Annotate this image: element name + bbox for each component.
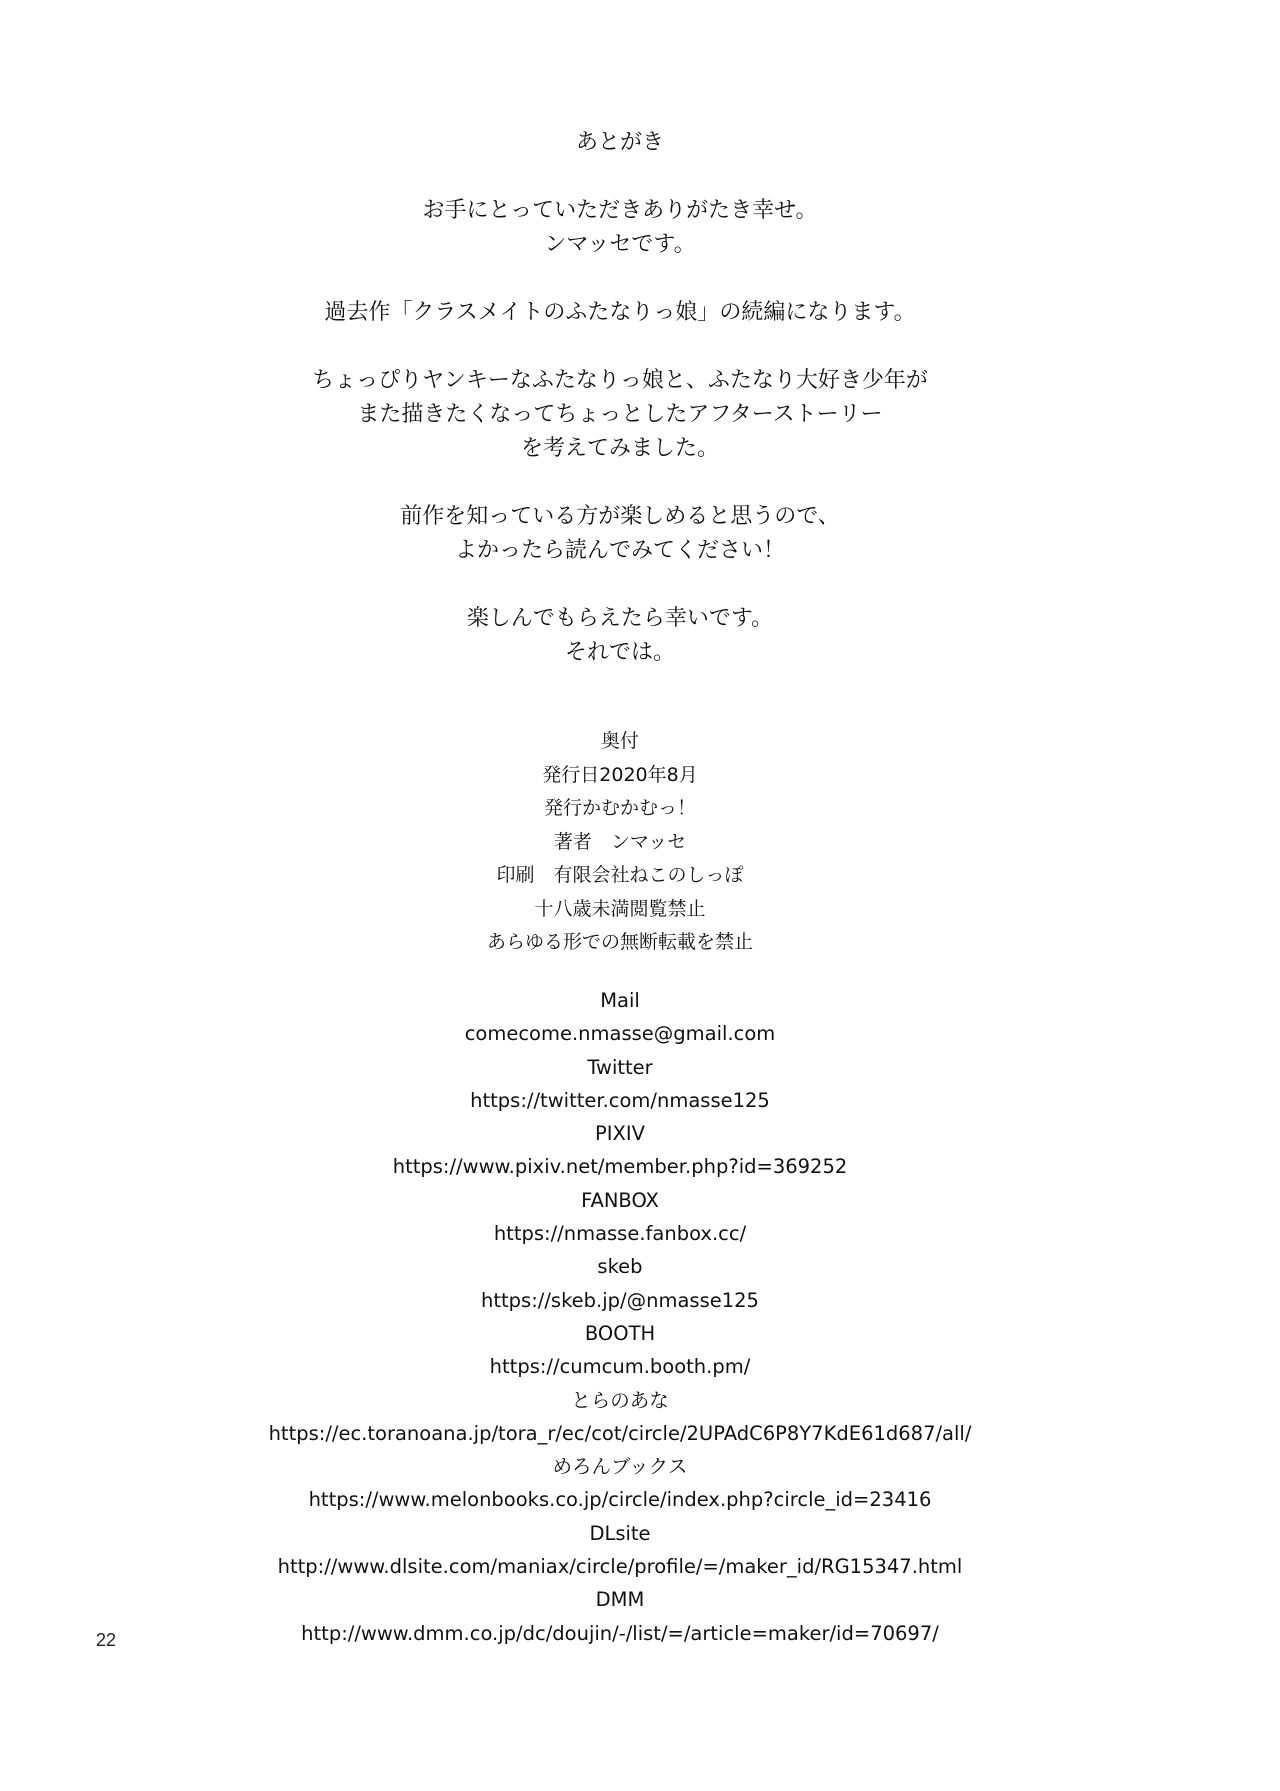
colophon-line: 印刷 有限会社ねこのしっぽ (496, 864, 744, 886)
afterword-title: あとがき (575, 130, 664, 155)
afterword-paragraph (0, 602, 1240, 670)
contacts-section (0, 984, 1240, 1650)
afterword-paragraph (0, 500, 1240, 568)
contact-item-toranoana (0, 1384, 1240, 1451)
contact-item-dmm (0, 1583, 1240, 1650)
colophon-section (0, 725, 1240, 960)
afterword-paragraph (0, 194, 1240, 262)
afterword-line: を考えてみました。 (520, 436, 719, 461)
colophon-line: 著者 ンマッセ (553, 830, 687, 853)
afterword-line: ンマッセです。 (544, 232, 696, 257)
afterword-line: 楽しんでもらえたら幸いです。 (466, 606, 774, 631)
contact-label: PIXIV (595, 1122, 645, 1146)
contact-item-dlsite (0, 1517, 1240, 1584)
afterword-line: それでは。 (564, 640, 675, 665)
afterword-section (0, 126, 1240, 670)
colophon-line: 十八歳未満閲覧禁止 (534, 897, 706, 920)
contact-label: FANBOX (581, 1188, 659, 1212)
afterword-paragraph (0, 296, 1240, 330)
colophon-line: あらゆる形での無断転載を禁止 (486, 931, 753, 953)
contact-link: https://www.pixiv.net/member.php?id=369252 (392, 1155, 848, 1179)
contact-item-skeb (0, 1250, 1240, 1317)
afterword-line: お手にとっていただきありがたき幸せ。 (422, 198, 818, 223)
afterword-line: ちょっぴりヤンキーなふたなりっ娘と、ふたなり大好き少年が (312, 368, 928, 393)
afterword-paragraph (0, 364, 1240, 466)
afterword-line: よかったら読んでみてください！ (454, 538, 785, 563)
contact-item-mail (0, 984, 1240, 1051)
contact-label: Mail (600, 989, 640, 1012)
contact-label: BOOTH (584, 1321, 656, 1345)
contact-item-twitter (0, 1051, 1240, 1118)
contact-link: https://twitter.com/nmasse125 (470, 1088, 770, 1112)
contact-item-booth (0, 1317, 1240, 1384)
contact-label: DLsite (589, 1521, 651, 1545)
contact-link: https://cumcum.booth.pm/ (489, 1355, 751, 1379)
contact-link: https://skeb.jp/@nmasse125 (481, 1288, 759, 1312)
contact-label: Twitter (587, 1055, 653, 1079)
afterword-line: 過去作「クラスメイトのふたなりっ娘」の続編になります。 (324, 300, 916, 325)
colophon-line: 発行かむかむっ！ (543, 797, 696, 819)
afterword-line: また描きたくなってちょっとしたアフターストーリー (357, 402, 883, 427)
colophon-line: 発行日2020年8月 (542, 763, 698, 786)
contact-link: https://ec.toranoana.jp/tora_r/ec/cot/circle/2UPAdC6P8Y7KdE61d687/all/ (268, 1421, 972, 1445)
contact-item-melonbooks (0, 1450, 1240, 1517)
page-number: 22 (96, 1630, 117, 1650)
contact-label: とらのあな (571, 1388, 669, 1412)
contact-link: http://www.dlsite.com/maniax/circle/profile/=/maker_id/RG15347.html (277, 1555, 963, 1579)
contact-label: skeb (597, 1255, 643, 1279)
contact-link: comecome.nmasse@gmail.com (464, 1022, 776, 1046)
contact-link: https://nmasse.fanbox.cc/ (493, 1222, 747, 1246)
contact-link: http://www.dmm.co.jp/dc/doujin/-/list/=/article=maker/id=70697/ (301, 1621, 939, 1645)
contact-item-pixiv (0, 1117, 1240, 1184)
contact-label: DMM (595, 1588, 645, 1612)
contact-link: https://www.melonbooks.co.jp/circle/index.php?circle_id=23416 (308, 1488, 932, 1512)
afterword-line: 前作を知っている方が楽しめると思うので、 (400, 504, 840, 529)
colophon-title: 奥付 (600, 730, 639, 752)
contact-label: めろんブックス (552, 1455, 688, 1479)
contact-item-fanbox (0, 1184, 1240, 1251)
